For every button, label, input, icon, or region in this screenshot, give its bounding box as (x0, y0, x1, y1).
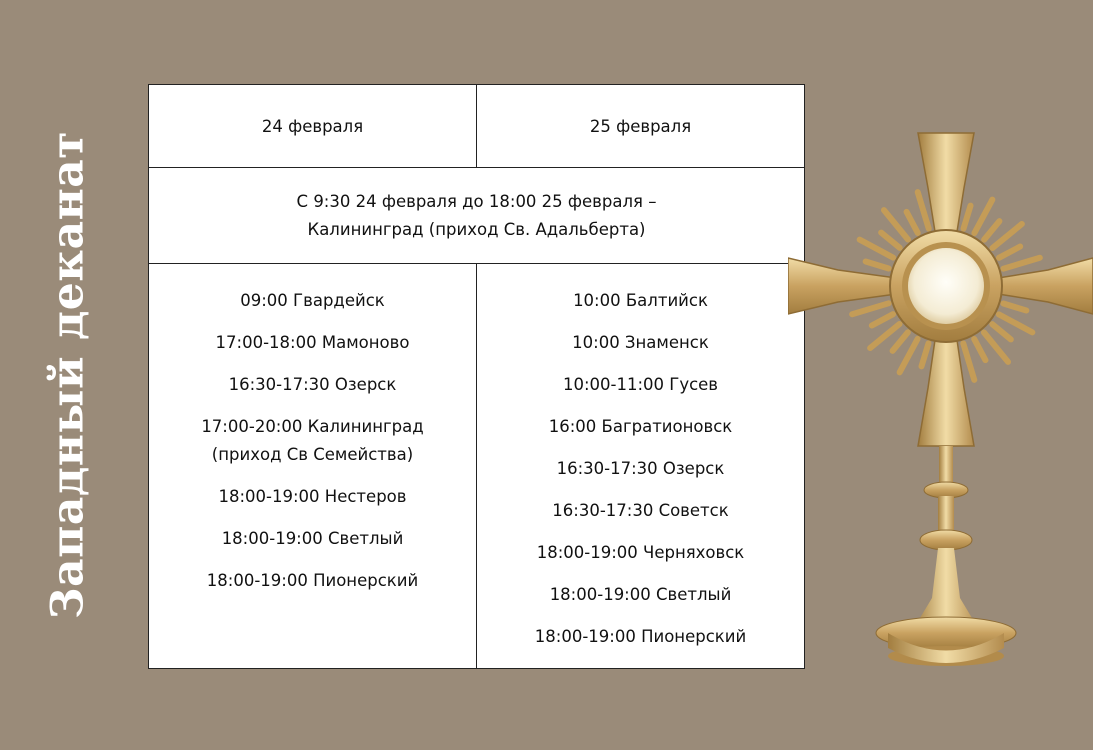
lists-row (149, 264, 805, 669)
list-item: 18:00-19:00 Пионерский (206, 571, 419, 590)
monstrance-ray (1003, 304, 1026, 311)
monstrance-ray (918, 192, 929, 228)
list-item: 18:00-19:00 Светлый (549, 585, 732, 604)
monstrance-ray (893, 332, 908, 351)
list-item: 18:00-19:00 Светлый (221, 529, 404, 548)
span-line-1: С 9:30 24 февраля до 18:00 25 февраля – (296, 191, 657, 211)
list-item: 17:00-18:00 Мамоново (215, 333, 410, 352)
list-item: 10:00 Балтийск (573, 291, 708, 310)
monstrance-ray (907, 212, 918, 233)
monstrance-ray (1003, 258, 1039, 269)
side-title: Западный деканат (42, 130, 94, 620)
monstrance-ray (992, 324, 1011, 339)
monstrance-ray (881, 233, 900, 248)
day-2-list (477, 264, 805, 669)
monstrance-ray (974, 339, 985, 360)
list-item: 18:00-19:00 Пионерский (534, 627, 747, 646)
span-row (149, 168, 805, 264)
monstrance-ray (999, 314, 1032, 332)
monstrance-ray (872, 314, 893, 325)
list-item: 09:00 Гвардейск (240, 291, 385, 310)
list-item: 16:30-17:30 Озерск (556, 459, 725, 478)
monstrance-ray (964, 206, 971, 229)
span-cell (149, 168, 805, 264)
monstrance-ray (999, 247, 1020, 258)
header-row (149, 85, 805, 168)
list-item: 16:30-17:30 Озерск (228, 375, 397, 394)
day-1-list (149, 264, 477, 669)
monstrance-ray (900, 339, 918, 372)
list-item: (приход Св Семейства) (211, 445, 414, 464)
list-item: 16:00 Багратионовск (548, 417, 733, 436)
list-item: 17:00-20:00 Калининград (201, 417, 424, 436)
schedule-table (148, 84, 805, 669)
monstrance-icon (788, 128, 1093, 673)
header-day-2: 25 февраля (477, 85, 805, 168)
list-item: 10:00-11:00 Гусев (562, 375, 719, 394)
list-item: 10:00 Знаменск (572, 333, 709, 352)
monstrance-ray (984, 221, 999, 240)
monstrance-ray (866, 261, 889, 268)
list-item: 16:30-17:30 Советск (552, 501, 729, 520)
header-day-1: 24 февраля (149, 85, 477, 168)
monstrance-ray (963, 343, 974, 379)
span-line-2: Калининград (приход Св. Адальберта) (307, 219, 646, 239)
monstrance-ray (852, 303, 888, 314)
list-item: 18:00-19:00 Нестеров (218, 487, 407, 506)
monstrance-ray (921, 343, 928, 366)
monstrance-ray (860, 240, 893, 258)
list-item: 18:00-19:00 Черняховск (536, 543, 745, 562)
monstrance-ray (974, 200, 992, 233)
